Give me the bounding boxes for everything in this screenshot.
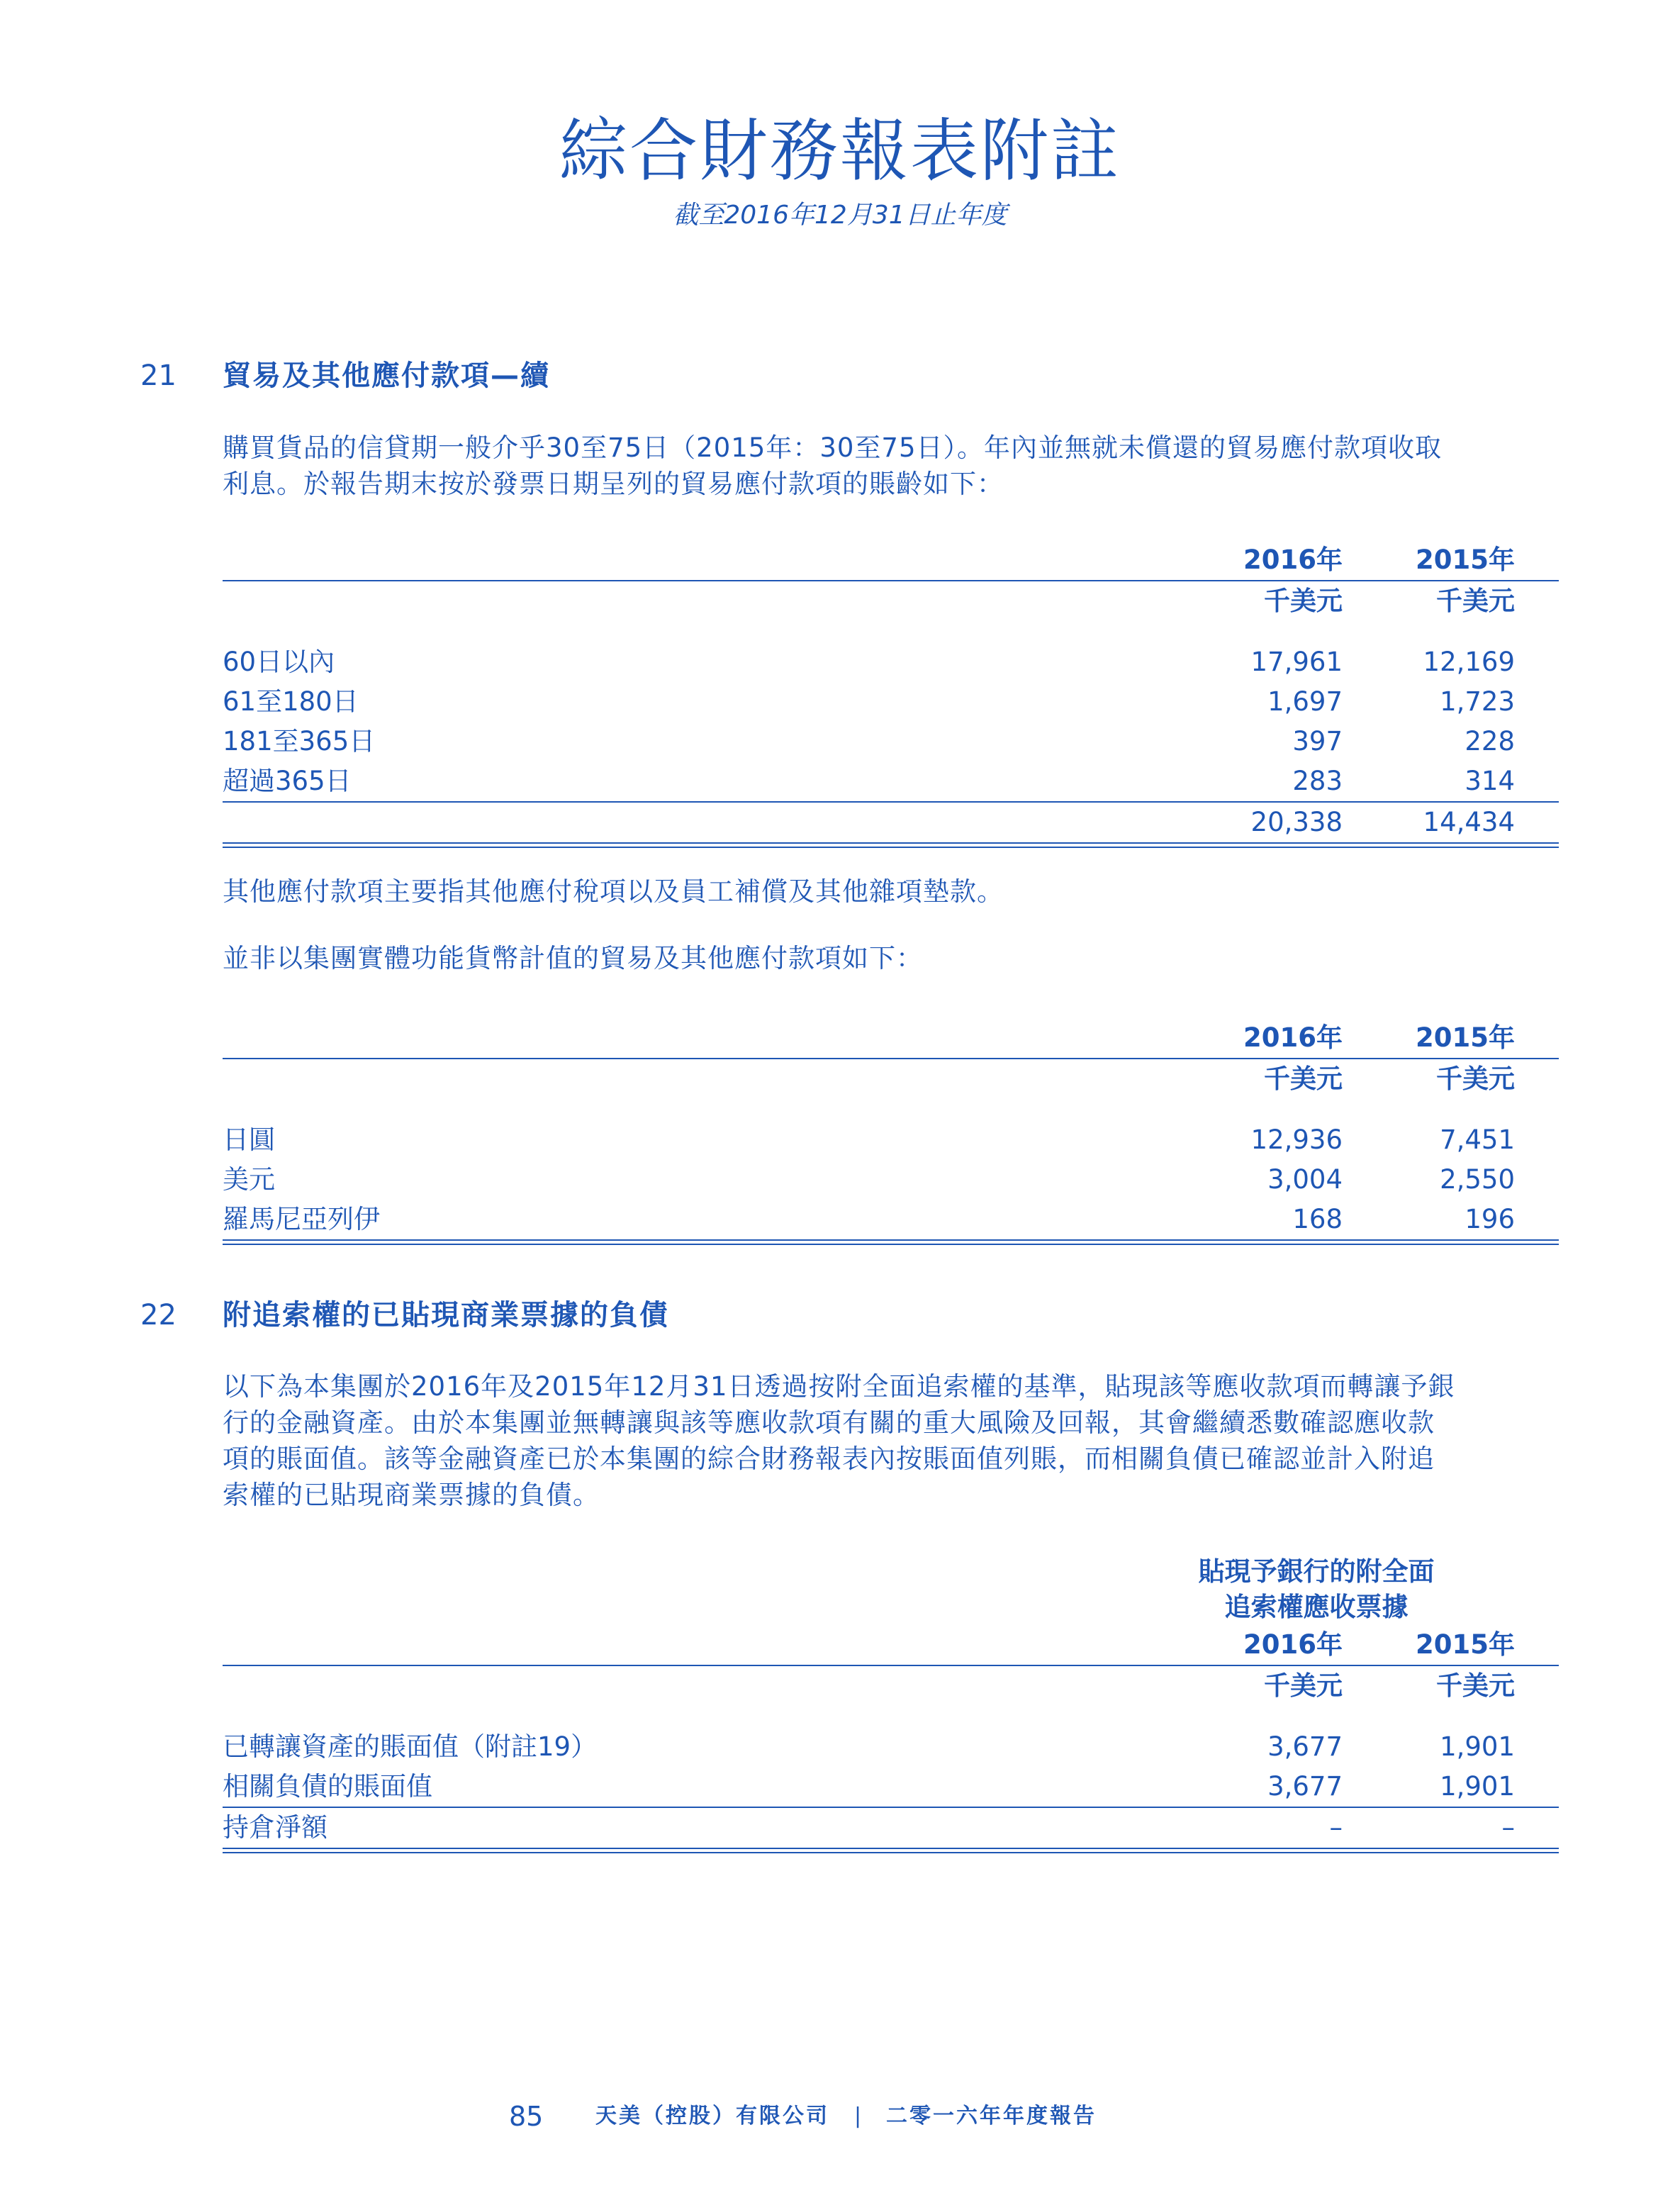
value-2015: 314 (1465, 766, 1515, 796)
paragraph-line: 購買貨品的信貸期一般介乎30至75日（2015年：30至75日）。年內並無就未償還的貿易應付款項收取 (223, 432, 1442, 463)
table-row (223, 1120, 1559, 1160)
unit-label: 千美元 (1264, 1670, 1343, 1701)
paragraph-line: 以下為本集團於2016年及2015年12月31日透過按附全面追索權的基準，貼現該等應收款項而轉讓予銀 (223, 1371, 1455, 1402)
footer-separator: | (854, 2104, 862, 2128)
table-double-rule (223, 1848, 1559, 1853)
net-2015: – (1501, 1812, 1515, 1843)
company-name: 天美（控股）有限公司 (595, 2104, 829, 2128)
table-row (223, 722, 1559, 761)
table-header-years (223, 540, 1559, 580)
unit-label: 千美元 (1436, 586, 1515, 616)
net-2016: – (1329, 1812, 1343, 1843)
column-header-2016: 2016年 (1243, 545, 1343, 575)
section-number: 22 (140, 1299, 177, 1332)
row-label: 超過365日 (223, 766, 352, 796)
row-label: 61至180日 (223, 686, 359, 717)
row-label: 181至365日 (223, 726, 376, 757)
value-2015: 196 (1465, 1204, 1515, 1234)
table-row (223, 1200, 1559, 1239)
table-header-units (223, 581, 1559, 621)
table-row (223, 1727, 1559, 1767)
table-header-units (223, 1059, 1559, 1099)
paragraph-line: 行的金融資產。由於本集團並無轉讓與該等應收款項有關的重大風險及回報，其會繼續悉數確認應收款 (223, 1407, 1435, 1438)
section-number: 21 (140, 359, 177, 392)
table-header-years (223, 1018, 1559, 1058)
column-header-2015: 2015年 (1416, 545, 1515, 575)
row-label: 已轉讓資產的賬面值（附註19） (223, 1731, 598, 1762)
table-row (223, 642, 1559, 682)
value-2016: 283 (1292, 766, 1343, 796)
paragraph: 其他應付款項主要指其他應付稅項以及員工補償及其他雜項墊款。 (223, 876, 1004, 907)
table-double-rule (223, 842, 1559, 848)
value-2016: 17,961 (1250, 647, 1343, 677)
report-name: 二零一六年年度報告 (886, 2104, 1097, 2128)
value-2016: 3,004 (1267, 1164, 1343, 1195)
value-2015: 1,901 (1440, 1731, 1515, 1762)
table-header-years (223, 1625, 1559, 1665)
table-row (223, 1767, 1559, 1807)
page-subtitle: 截至2016年12月31日止年度 (673, 201, 1007, 230)
row-label: 日圓 (223, 1124, 275, 1155)
page-title: 綜合財務報表附註 (559, 111, 1121, 191)
group-header-line: 貼現予銀行的附全面 (1198, 1556, 1435, 1587)
table-row (223, 682, 1559, 722)
value-2016: 3,677 (1267, 1731, 1343, 1762)
column-header-2016: 2016年 (1243, 1022, 1343, 1053)
row-label: 相關負債的賬面值 (223, 1771, 432, 1802)
value-2016: 1,697 (1267, 686, 1343, 717)
value-2015: 1,723 (1440, 686, 1515, 717)
section-title: 附追索權的已貼現商業票據的負債 (223, 1299, 669, 1332)
row-label: 60日以內 (223, 647, 335, 677)
column-header-2015: 2015年 (1416, 1022, 1515, 1053)
total-2016: 20,338 (1250, 807, 1343, 837)
table-row (223, 761, 1559, 801)
currency-table (223, 1018, 1559, 1245)
discounted-bills-table (223, 1554, 1559, 1853)
unit-label: 千美元 (1436, 1064, 1515, 1094)
value-2016: 168 (1292, 1204, 1343, 1234)
table-total-row (223, 803, 1559, 842)
group-header-line: 追索權應收票據 (1224, 1592, 1409, 1622)
value-2015: 1,901 (1440, 1771, 1515, 1802)
page-footer (0, 2099, 1680, 2134)
column-header-2016: 2016年 (1243, 1629, 1343, 1660)
paragraph: 並非以集團實體功能貨幣計值的貿易及其他應付款項如下： (223, 943, 923, 973)
row-label: 持倉淨額 (223, 1812, 327, 1843)
paragraph-line: 索權的已貼現商業票據的負債。 (223, 1480, 600, 1510)
value-2016: 3,677 (1267, 1771, 1343, 1802)
unit-label: 千美元 (1264, 586, 1343, 616)
paragraph-line: 項的賬面值。該等金融資產已於本集團的綜合財務報表內按賬面值列賬，而相關負債已確認並計入附追 (223, 1444, 1435, 1474)
paragraph-line: 利息。於報告期末按於發票日期呈列的貿易應付款項的賬齡如下： (223, 469, 1004, 499)
table-header-units (223, 1666, 1559, 1706)
value-2015: 228 (1465, 726, 1515, 757)
paragraph (223, 430, 1569, 502)
row-label: 美元 (223, 1164, 275, 1195)
section-title: 貿易及其他應付款項—續 (223, 359, 550, 392)
column-header-2015: 2015年 (1416, 1629, 1515, 1660)
table-double-rule (223, 1239, 1559, 1245)
value-2015: 12,169 (1423, 647, 1515, 677)
value-2015: 2,550 (1440, 1164, 1515, 1195)
paragraph (223, 1368, 1569, 1513)
aging-table (223, 540, 1559, 848)
row-label: 羅馬尼亞列伊 (223, 1204, 380, 1234)
unit-label: 千美元 (1264, 1064, 1343, 1094)
value-2016: 397 (1292, 726, 1343, 757)
table-group-header (223, 1554, 1559, 1625)
value-2015: 7,451 (1440, 1124, 1515, 1155)
value-2016: 12,936 (1250, 1124, 1343, 1155)
table-net-row (223, 1808, 1559, 1848)
unit-label: 千美元 (1436, 1670, 1515, 1701)
table-row (223, 1160, 1559, 1200)
total-2015: 14,434 (1423, 807, 1515, 837)
page-number: 85 (509, 2101, 544, 2132)
